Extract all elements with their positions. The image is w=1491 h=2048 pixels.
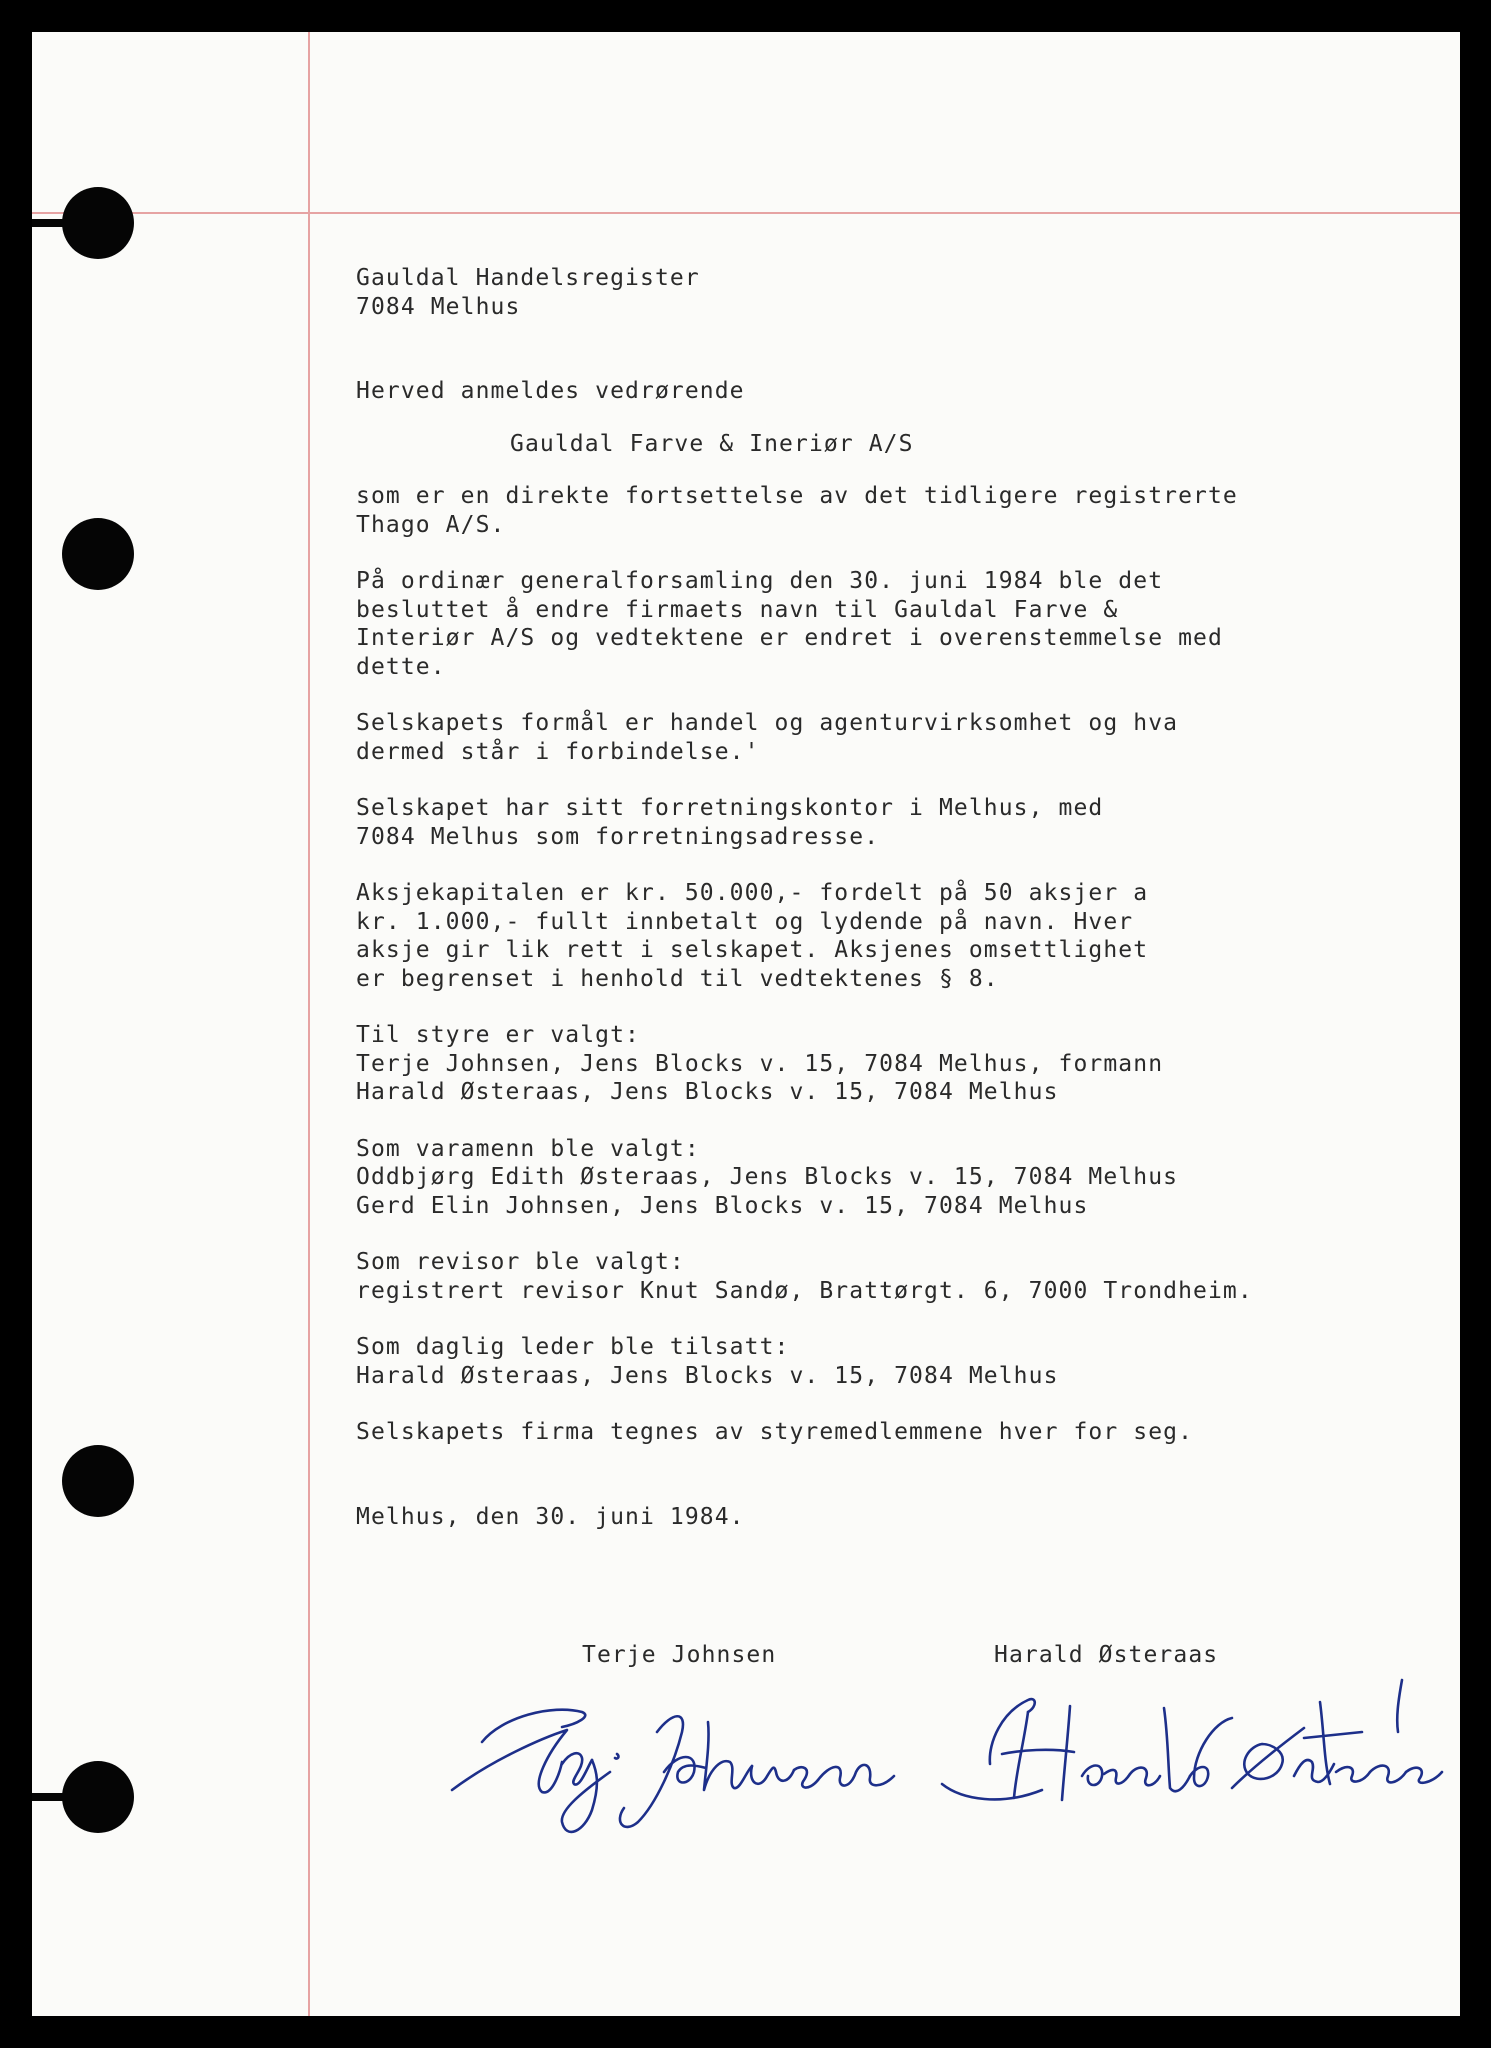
text-line: besluttet å endre firmaets navn til Gauldal Farve & <box>356 596 1119 623</box>
text-line: Aksjekapitalen er kr. 50.000,- fordelt på 50 aksjer a <box>356 880 1149 906</box>
text-line: På ordinær generalforsamling den 30. juni 1984 ble det <box>356 568 1164 594</box>
signatory-right-name: Harald Østeraas <box>994 1642 1219 1668</box>
signatory-left-name: Terje Johnsen <box>582 1642 777 1668</box>
paragraph-deputies <box>356 1135 1436 1221</box>
text-line: Oddbjørg Edith Østeraas, Jens Blocks v. 15, 7084 Melhus <box>356 1164 1179 1190</box>
intro-text: Herved anmeldes vedrørende <box>356 378 745 404</box>
paragraph-continuation <box>356 482 1436 539</box>
text-line: dermed står i forbindelse.' <box>356 738 760 765</box>
signature-harald-osteraas <box>932 1672 1452 1842</box>
text-line: Selskapets firma tegnes av styremedlemmene hver for seg. <box>356 1419 1194 1445</box>
paragraph-board <box>356 1021 1436 1107</box>
text-line: Som varamenn ble valgt: <box>356 1135 700 1162</box>
punch-hole-4 <box>62 1761 134 1833</box>
binder-tab-2 <box>32 1793 72 1801</box>
paragraph-office <box>356 794 1436 851</box>
signatory-names <box>32 1642 1460 1672</box>
letter-body <box>356 264 1436 1531</box>
punch-hole-2 <box>62 518 134 590</box>
text-line: Som daglig leder ble tilsatt: <box>356 1334 790 1360</box>
paragraph-general-meeting <box>356 567 1436 681</box>
text-line: Selskapets formål er handel og agenturvirksomhet og hva <box>356 710 1179 736</box>
text-line: som er en direkte fortsettelse av det tidligere registrerte <box>356 483 1238 509</box>
punch-hole-1 <box>62 187 134 259</box>
text-line: dette. <box>356 653 446 680</box>
document-page <box>32 32 1460 2016</box>
text-line: 7084 Melhus som forretningsadresse. <box>356 823 880 850</box>
margin-line-vertical <box>308 32 310 2016</box>
text-line: kr. 1.000,- fullt innbetalt og lydende på navn. Hver <box>356 908 1134 935</box>
company-name: Gauldal Farve & Ineriør A/S <box>510 430 914 457</box>
text-line: Selskapet har sitt forretningskontor i Melhus, med <box>356 795 1104 821</box>
text-line: Thago A/S. <box>356 511 506 538</box>
paragraph-auditor <box>356 1248 1436 1305</box>
text-line: aksje gir lik rett i selskapet. Aksjenes omsettlighet <box>356 937 1149 963</box>
signature-terje-johnsen <box>442 1672 912 1842</box>
text-line: Harald Østeraas, Jens Blocks v. 15, 7084 Melhus <box>356 1362 1059 1389</box>
text-line: Gerd Elin Johnsen, Jens Blocks v. 15, 7084 Melhus <box>356 1192 1089 1219</box>
punch-hole-3 <box>62 1445 134 1517</box>
recipient-address <box>356 264 1436 321</box>
paragraph-purpose <box>356 709 1436 766</box>
recipient-name: Gauldal Handelsregister <box>356 265 700 291</box>
signature-drawing-left <box>442 1672 912 1842</box>
paragraph-capital <box>356 879 1436 993</box>
text-line: Terje Johnsen, Jens Blocks v. 15, 7084 Melhus, formann <box>356 1050 1164 1077</box>
text-line: er begrenset i henhold til vedtektenes § 8. <box>356 965 999 992</box>
recipient-postcode: 7084 Melhus <box>356 293 521 320</box>
place-date: Melhus, den 30. juni 1984. <box>356 1503 745 1530</box>
paragraph-signing <box>356 1418 1436 1447</box>
text-line: Interiør A/S og vedtektene er endret i overenstemmelse med <box>356 625 1223 651</box>
binder-tab-1 <box>32 219 72 227</box>
text-line: Harald Østeraas, Jens Blocks v. 15, 7084 Melhus <box>356 1079 1059 1105</box>
text-line: registrert revisor Knut Sandø, Brattørgt. 6, 7000 Trondheim. <box>356 1277 1253 1304</box>
text-line: Til styre er valgt: <box>356 1022 640 1048</box>
margin-line-horizontal <box>32 212 1460 214</box>
text-line: Som revisor ble valgt: <box>356 1249 685 1275</box>
paragraph-manager <box>356 1333 1436 1390</box>
signature-drawing-right <box>932 1672 1452 1842</box>
